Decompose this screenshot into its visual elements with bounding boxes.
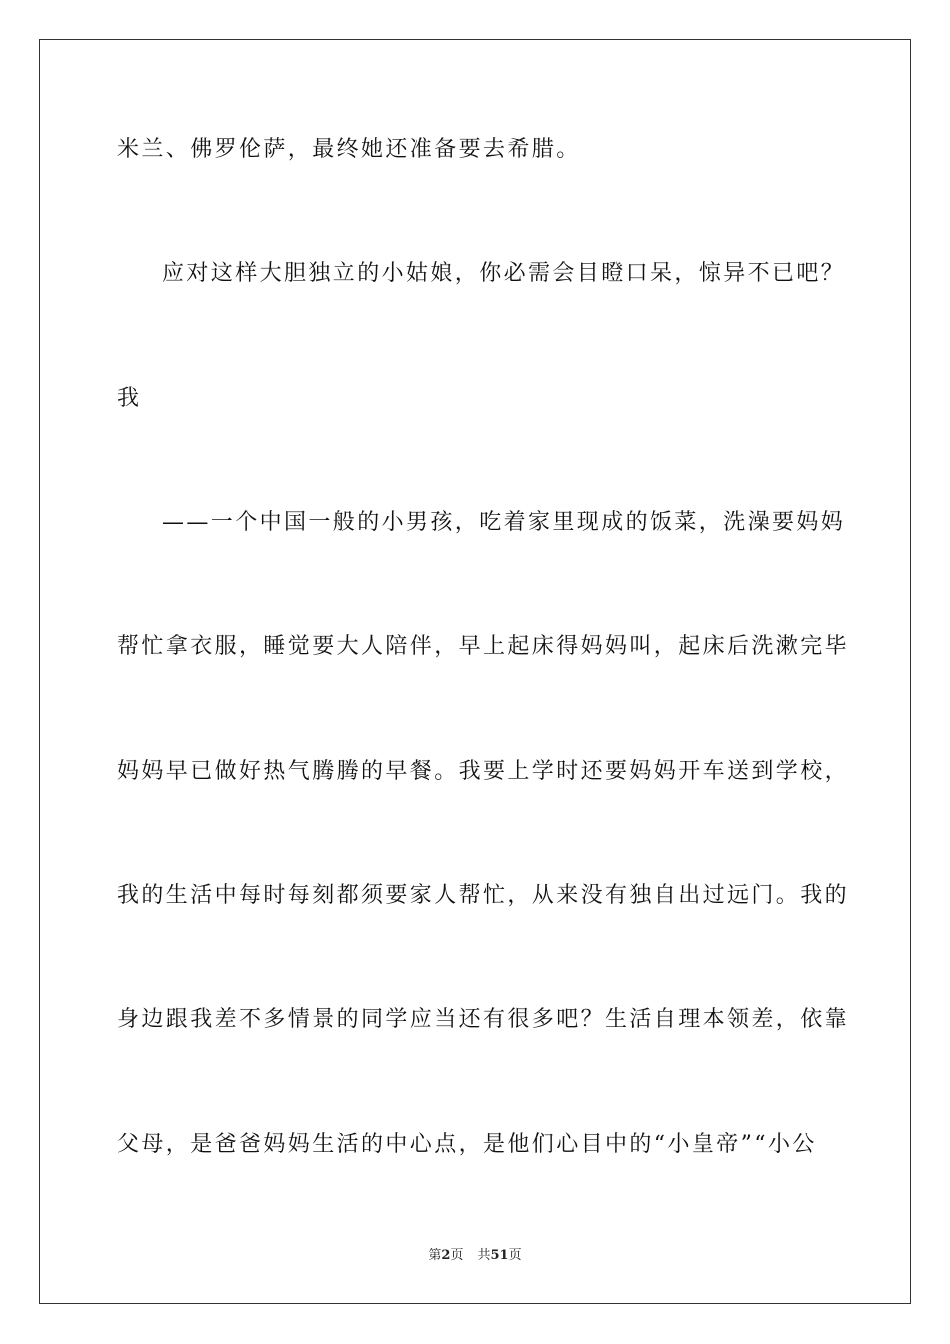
text-line-1: 米兰、佛罗伦萨，最终她还准备要去希腊。	[117, 137, 581, 162]
page-border	[39, 39, 911, 1304]
text-line-5: 帮忙拿衣服，睡觉要大人陪伴，早上起床得妈妈叫，起床后洗漱完毕	[117, 634, 850, 659]
page-footer	[0, 1247, 950, 1265]
total-prefix: 共	[477, 1248, 491, 1263]
text-line-2: 应对这样大胆独立的小姑娘，你必需会目瞪口呆，惊异不已吧？	[162, 261, 846, 286]
text-line-9: 父母，是爸爸妈妈生活的中心点，是他们心目中的“小皇帝”“小公	[117, 1132, 817, 1157]
text-line-3: 我	[117, 386, 142, 411]
total-suffix: 页	[508, 1248, 522, 1263]
text-line-7: 我的生活中每时每刻都须要家人帮忙，从来没有独自出过远门。我的	[117, 883, 850, 908]
page-suffix: 页	[450, 1248, 464, 1263]
page-prefix: 第	[428, 1248, 442, 1263]
page-number: 2	[441, 1248, 451, 1263]
text-line-6: 妈妈早已做好热气腾腾的早餐。我要上学时还要妈妈开车送到学校，	[117, 759, 850, 784]
text-line-8: 身边跟我差不多情景的同学应当还有很多吧？生活自理本领差，依靠	[117, 1007, 850, 1032]
total-pages: 51	[490, 1248, 509, 1263]
text-line-4: ——一个中国一般的小男孩，吃着家里现成的饭菜，洗澡要妈妈	[162, 510, 846, 535]
